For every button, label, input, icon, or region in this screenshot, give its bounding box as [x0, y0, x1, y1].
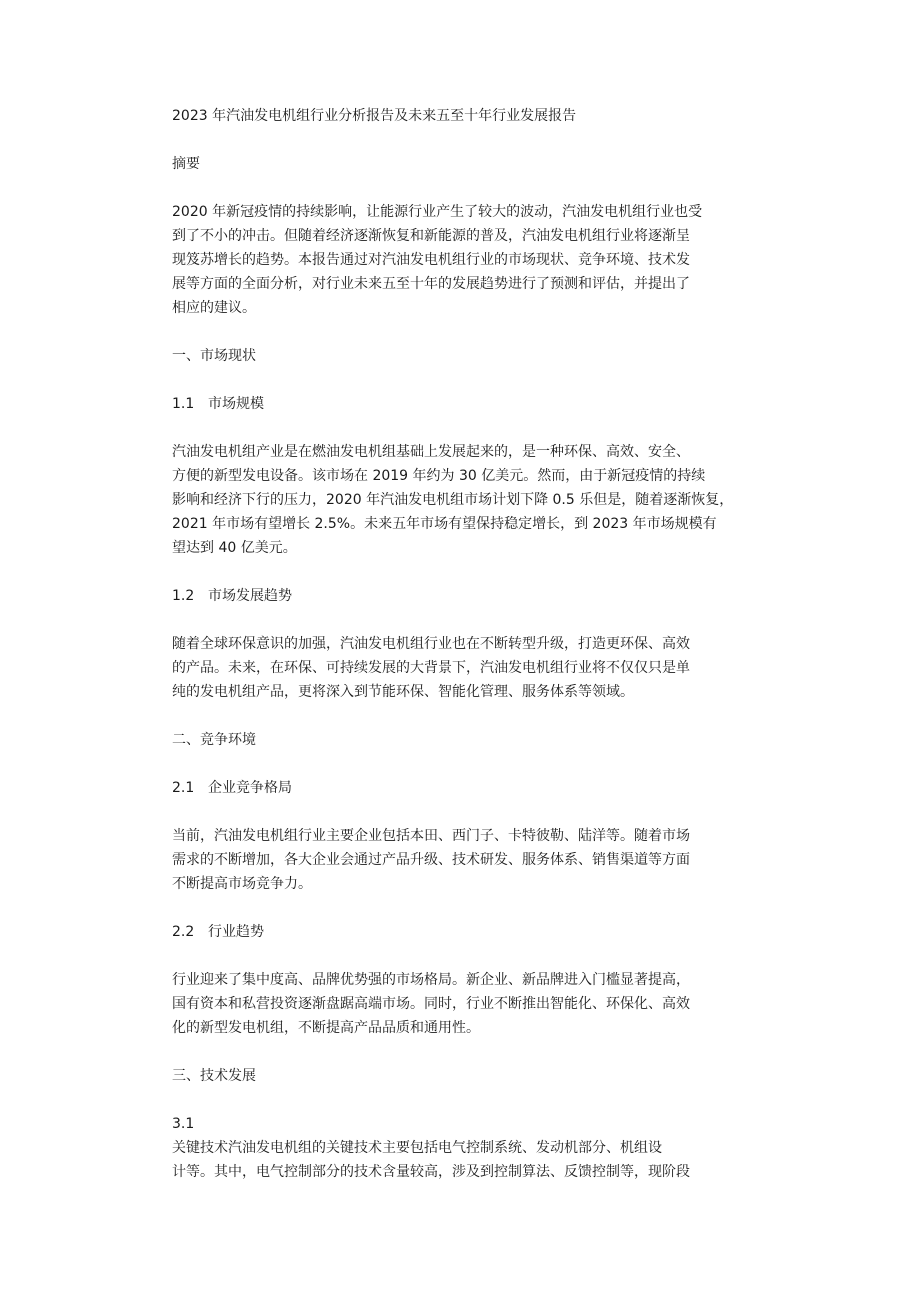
- subsection-title: 企业竞争格局: [208, 780, 292, 796]
- subsection-title: 市场发展趋势: [208, 588, 292, 604]
- subsection-title: 市场规模: [208, 396, 264, 412]
- section-heading-competition: 二、竞争环境: [172, 732, 256, 748]
- section-heading-technology: 三、技术发展: [172, 1068, 256, 1084]
- subsection-heading-market-trend: [172, 584, 750, 608]
- subsection-number: 1.2: [172, 588, 195, 604]
- section-heading-market: 一、市场现状: [172, 348, 256, 364]
- market-trend-paragraph: [172, 632, 750, 704]
- text-line: 的产品。未来，在环保、可持续发展的大背景下，汽油发电机组行业将不仅仅只是单: [172, 660, 690, 676]
- subsection-number: 1.1: [172, 396, 195, 412]
- text-line: 计等。其中，电气控制部分的技术含量较高，涉及到控制算法、反馈控制等，现阶段: [172, 1164, 690, 1180]
- subsection-number: 2.1: [172, 780, 195, 796]
- subsection-number: 2.2: [172, 924, 195, 940]
- text-line: 随着全球环保意识的加强，汽油发电机组行业也在不断转型升级，打造更环保、高效: [172, 636, 690, 652]
- document-page: [172, 104, 750, 1184]
- text-line: 望达到 40 亿美元。: [172, 540, 297, 556]
- text-line: 方便的新型发电设备。该市场在 2019 年约为 30 亿美元。然而，由于新冠疫情的持续: [172, 468, 706, 484]
- text-line: 行业迎来了集中度高、品牌优势强的市场格局。新企业、新品牌进入门槛显著提高，: [172, 972, 690, 988]
- text-line: 纯的发电机组产品，更将深入到节能环保、智能化管理、服务体系等领域。: [172, 684, 634, 700]
- text-line: 影响和经济下行的压力，2020 年汽油发电机组市场计划下降 0.5 乐但是，随着逐渐恢复，: [172, 492, 734, 508]
- subsection-heading-industry-trend: [172, 920, 750, 944]
- text-line: [172, 1112, 750, 1160]
- competition-pattern-paragraph: [172, 824, 750, 896]
- text-line-rest: 关键技术汽油发电机组的关键技术主要包括电气控制系统、发动机部分、机组设: [172, 1140, 662, 1156]
- abstract-paragraph: [172, 200, 750, 320]
- key-technology-paragraph: [172, 1112, 750, 1184]
- document-title: 2023 年汽油发电机组行业分析报告及未来五至十年行业发展报告: [172, 108, 577, 124]
- subsection-title: 行业趋势: [208, 924, 264, 940]
- text-line: 相应的建议。: [172, 300, 256, 316]
- text-line: 展等方面的全面分析，对行业未来五至十年的发展趋势进行了预测和评估，并提出了: [172, 276, 690, 292]
- text-line: 汽油发电机组产业是在燃油发电机组基础上发展起来的，是一种环保、高效、安全、: [172, 444, 690, 460]
- subsection-heading-competition-pattern: [172, 776, 750, 800]
- text-line: 现笈苏增长的趋势。本报告通过对汽油发电机组行业的市场现状、竞争环境、技术发: [172, 252, 690, 268]
- text-line: 2021 年市场有望增长 2.5%。未来五年市场有望保持稳定增长，到 2023 年市场规模有: [172, 516, 717, 532]
- subsection-number: 3.1: [172, 1116, 195, 1132]
- text-line: 不断提高市场竞争力。: [172, 876, 312, 892]
- text-line: 需求的不断增加，各大企业会通过产品升级、技术研发、服务体系、销售渠道等方面: [172, 852, 690, 868]
- text-line: 当前，汽油发电机组行业主要企业包括本田、西门子、卡特彼勒、陆洋等。随着市场: [172, 828, 690, 844]
- text-line: 化的新型发电机组，不断提高产品品质和通用性。: [172, 1020, 480, 1036]
- subsection-heading-market-size: [172, 392, 750, 416]
- abstract-heading: 摘要: [172, 156, 200, 172]
- text-line: 到了不小的冲击。但随着经济逐渐恢复和新能源的普及，汽油发电机组行业将逐渐呈: [172, 228, 690, 244]
- market-size-paragraph: [172, 440, 750, 560]
- text-line: 2020 年新冠疫情的持续影响，让能源行业产生了较大的波动，汽油发电机组行业也受: [172, 204, 703, 220]
- industry-trend-paragraph: [172, 968, 750, 1040]
- text-line: 国有资本和私营投资逐渐盘踞高端市场。同时，行业不断推出智能化、环保化、高效: [172, 996, 690, 1012]
